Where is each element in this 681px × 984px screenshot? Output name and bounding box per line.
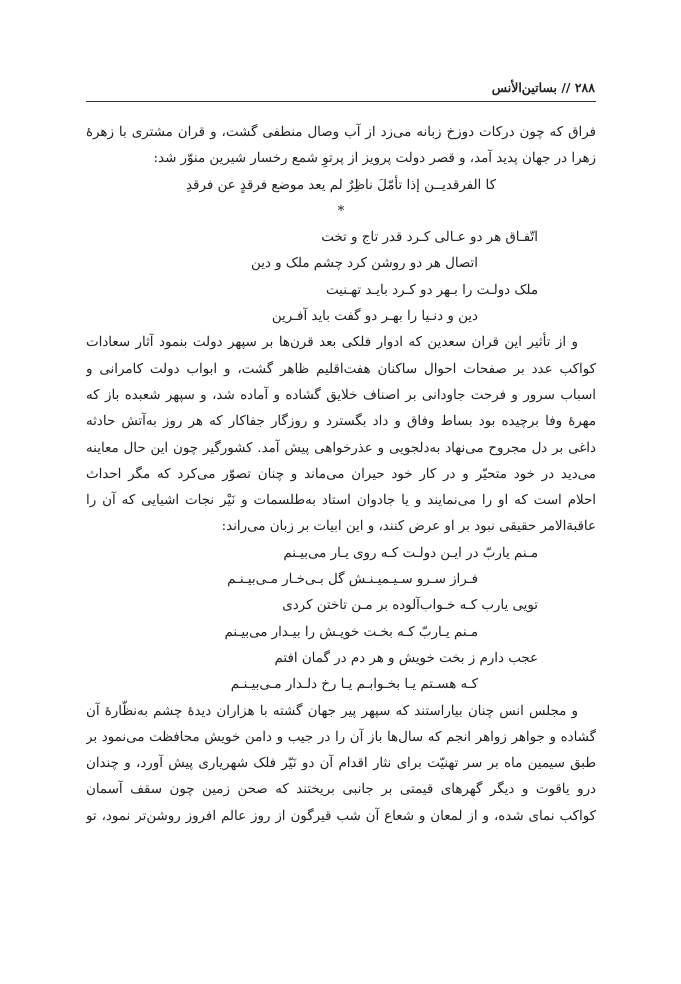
text-line: زهرا در جهان پدید آمد، و قصر دولت پرویز از پرتوِ شمع رخسار شیرین منوّر شد: [153,151,596,167]
verse-line: فـراز سـرو سـیـمیـنـش گل بـی‌خـار مـی‌بیـنـم [227,572,478,588]
verse-line: ملک دولـت را بـهر دو کـرد بایـد تهـنیت [326,282,538,298]
verse-line: کـه هسـتم یـا بخـوابـم یـا رخ دلـدار مـی‌بیـنـم [230,677,478,693]
verse-line: کا الفرقدیــن إذا تأمّلَ ناظِرٌ لم یعد موضع فرقدٍ عن فرقدِ [186,177,496,193]
text-line: احلام است که او را می‌نمایند و یا جادوان استاد به‌طلسمات و نَیْر نجات اشیایی که آن را [86,493,596,509]
verse-line: مـنم یاربّ در ایـن دولـت کـه روی یـار می‌بیـنم [283,545,538,561]
text-line: فراق که چون درکات دوزخ زبانه می‌زد از آب وصال منطفی گشت، و قران مشتری با زهرهٔ [86,125,596,140]
text-line: اسباب سرور و فرحت جاودانی بر اصناف خلایق گشاده و آماده شد، و سپهر شعبده باز که [86,387,596,403]
verse-line: تویی یارب کـه خـواب‌آلوده بر مـن تاختن کردی [282,598,538,614]
text-line: کواکب عدد بر صفحات احوال ساکنان هفت‌اقلیم ظاهر گشت، و ابواب دولت کامرانی و [86,361,596,377]
text-line: طبق سیمین ماه بر سر تهنیّت برای نثار اقدام آن دو نَیّر فلک شهریاری پیش آورد، و چندان [86,756,596,772]
verse-line: عجب دارم ز بخت خویش و هر دم در گمان افتم [274,650,538,666]
text-line: کواکب نمای شده، و از لمعان و شعاع آن شب قیرگون از روز عالم افروز روشن‌تر نمود، تو [86,808,596,824]
verse-line: دین و دنـیا را بهـر دو گفت باید آفـرین [271,309,478,325]
page-body [86,120,596,830]
running-header: ۲۸۸ // بساتين‌الأنس [491,80,595,95]
text-line: می‌دید در خود متحیّر و در کار خود حیران می‌ماند و چنان تصوّر می‌کرد که مگر احداث [86,466,596,482]
text-line: و مجلس انس چنان بیاراستند که سپهر پیر جهان گشته با هزاران دیدهٔ چشم به‌نظّارهٔ آن [86,703,578,719]
verse-line: اتّفـاق هر دو عـالی کـرد قدر تاج و تخت [321,230,538,246]
header-rule [86,101,596,102]
text-line: و از تأثیر این قران سعدین که ادوار فلکی بعد قرن‌ها بر سپهر دولت بنمود آثار سعادات [86,335,578,351]
text-line: عاقبةالامر حقیقی نبود بر او عرض کنند، و این ابیات بر زبان می‌راند: [221,519,596,535]
text-line: داغی بر دل مجروح می‌نهاد به‌دلجویی و عذرخواهی پیش آمد. کشورگیر چون این حال معاینه [86,440,596,456]
verse-line: مـنم یـاربّ کـه بخـت خویـش را بیـدار می‌بیـنم [224,624,478,640]
text-line: گشاده و جواهر زواهر انجم که سال‌ها باز آن را در جیب و دامن خویش محافظت می‌نمود بر [86,729,596,745]
verse-line: اتصال هر دو روشن کرد چشم ملک و دین [251,256,478,272]
verse-separator: * [337,203,345,219]
text-line: مهرهٔ وفا برچیده بود بساط وفاق و داد بگسترد و روزگار جفاکار که هر روز به‌آتش حادثه [86,414,596,430]
text-line: درو یاقوت و دیگر گهرهای قیمتی بر جانبی بریختند که صحن زمین چون سقف آسمان [86,782,596,798]
